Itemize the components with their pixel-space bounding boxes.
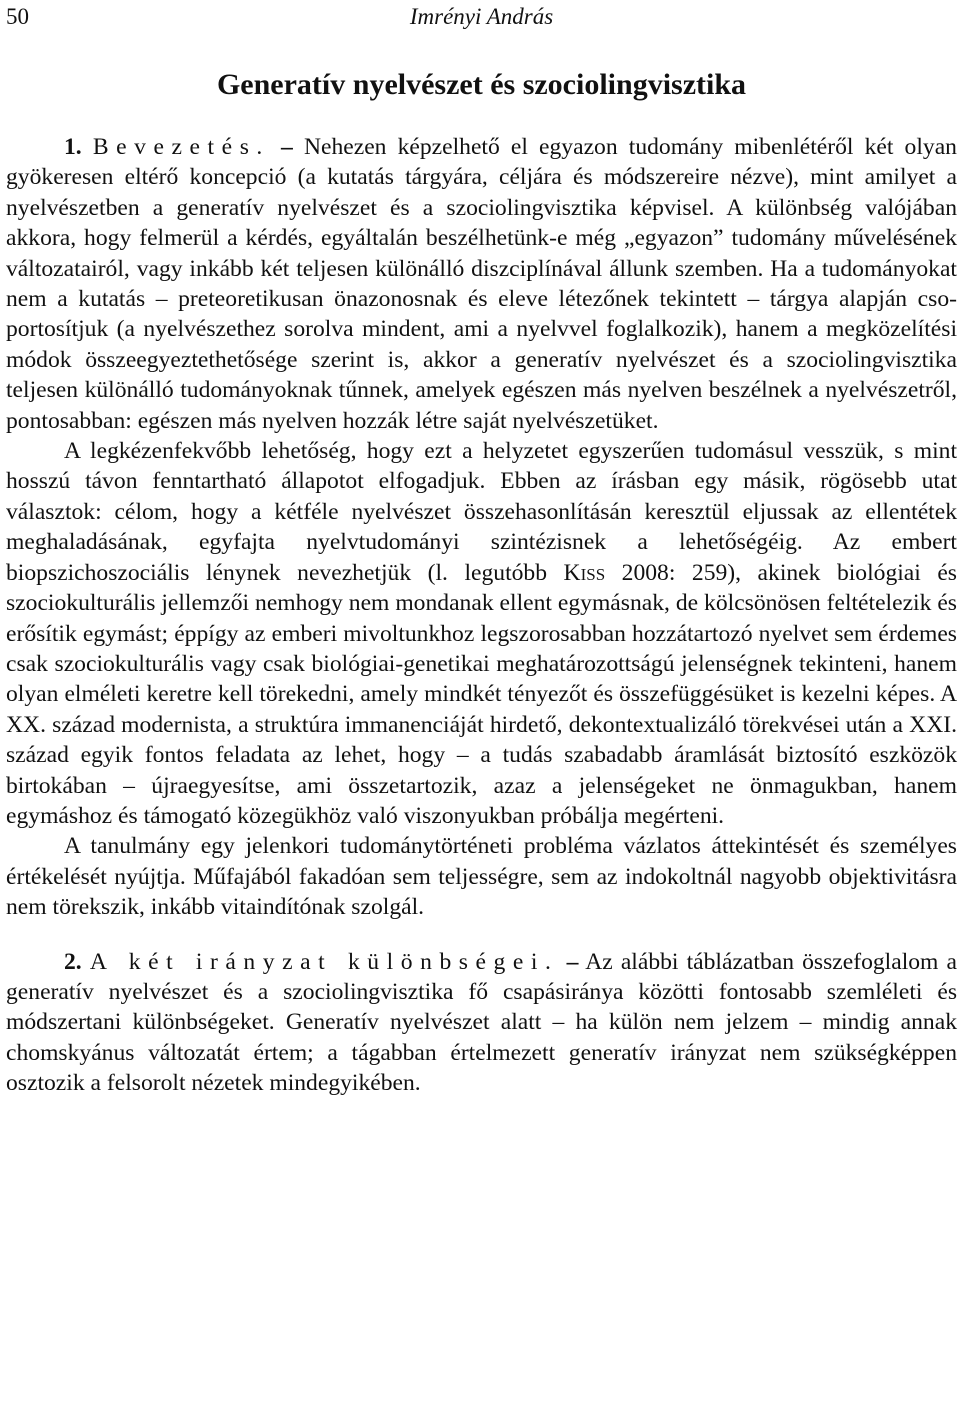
section-number: 2. <box>64 948 82 975</box>
running-head-author: Imrényi András <box>409 4 554 29</box>
citation-author: Kiss <box>563 559 606 586</box>
section-title: A két irányzat különbségei. <box>89 948 559 975</box>
paragraph-synthesis <box>6 436 957 831</box>
section-title: Bevezetés. <box>92 134 270 160</box>
article-title: Generatív nyelvészet és szociolingvisztika <box>216 68 747 101</box>
section-number: 1. <box>64 134 82 160</box>
paragraph-text: A legkézenfekvőbb lehetőség, hogy ezt a helyzetet egyszerűen tudomásul vesszük, s mint hosszú távon fenntartható állapotot elfogadjuk. Ebben az írásban egy másik, rögösebb utat választok: célom, hogy a kétféle nyelvészet összehasonlításán keresztül eljussak az ellentétek meghaladásának, egyfajta nyelvtudományi szintézisnek a lehetőségéig. Az embert biopszichoszociális lénynek nevezhetjük (l. legutóbb <box>6 438 957 586</box>
running-head <box>6 0 957 34</box>
paragraph-differences <box>6 947 957 1099</box>
paragraph-scope: A tanulmány egy jelenkori tudománytörténeti probléma vázlatos áttekintését és személyes értékelését nyújtja. Műfajából fakadóan sem teljességre, sem az indokoltnál nagyobb objektivitásra nem törekszik, inkább vitaindítónak szolgál. <box>6 833 957 921</box>
paragraph-text: 2008: 259), akinek biológiai és szociokulturális jellemzői nemhogy nem mondanak ellent egymásnak, de kölcsönösen feltételezik és erősítik egymást; éppígy az emberi mivoltunkhoz legszorosabban hozzátartozó nyelvet sem érdemes csak szociokulturális vagy csak biológiai-genetikai meghatározottságú jelenségnek tekinteni, hanem olyan elméleti keretre kell törekedni, amely mindkét tényezőt és összefüggésüket is kezelni képes. A XX. század modernista, a struktúra immanenciáját hirdető, dekontextualizáló törekvései után a XXI. század egyik fontos feladata az lehet, hogy – a tudás szabadabb áramlását biztosító eszközök birtokában – újraegyesítse, ami összetartozik, azaz a jelenségeket ne önmagukban, hanem egymáshoz és támogató közegükhöz való viszonyukban próbálja megérteni. <box>6 559 957 829</box>
article-body <box>6 132 957 1099</box>
section-dash: – <box>281 134 293 160</box>
paragraph-text: Az alábbi táblázatban összefoglalom a generatív nyelvészet és a szociolingvisztika fő csapásiránya közötti fontosabb szemléleti és módszertani különbségeket. Generatív nyelvészet alatt – ha külön nem jelzem – mindig annak chomskyánus változatát értem; a tágabban értelmezett generatív irányzat nem szükségképpen osztozik a felsorolt nézetek mindegyikében. <box>6 948 957 1097</box>
paragraph-text: Nehezen képzelhető el egyazon tudomány mibenlétéről két olyan gyökeresen eltérő koncepció (a kutatás tárgyára, céljára és módszereire nézve), mint amilyet a nyelvészetben a generatív nyelvészet és a szociolingvisztika képvisel. A különbség valójában akkora, hogy felmerül a kérdés, egyáltalán beszélhetünk-e még „egyazon” tudomány művelésének változatairól, vagy inkább két teljesen különálló diszciplínával állunk szemben. Ha a tudományokat nem a kutatás – preteoretikusan önazonosnak és eleve létezőnek tekintett – tárgya alapján csoportosítjuk (a nyelvészethez sorolva mindent, ami a nyelvvel foglalkozik), hanem a megközelítési módok összeegyeztethetősége szerint is, akkor a generatív nyelvészet és a szociolingvisztika teljesen különálló tudományoknak tűnnek, amelyek egészen más nyelven beszélnek a nyelvészetről, pontosabban: egészen más nyelven hozzák létre saját nyelvészetüket. <box>6 134 957 434</box>
section-dash: – <box>566 948 579 975</box>
paragraph-intro <box>6 132 957 436</box>
page-number: 50 <box>6 4 29 29</box>
